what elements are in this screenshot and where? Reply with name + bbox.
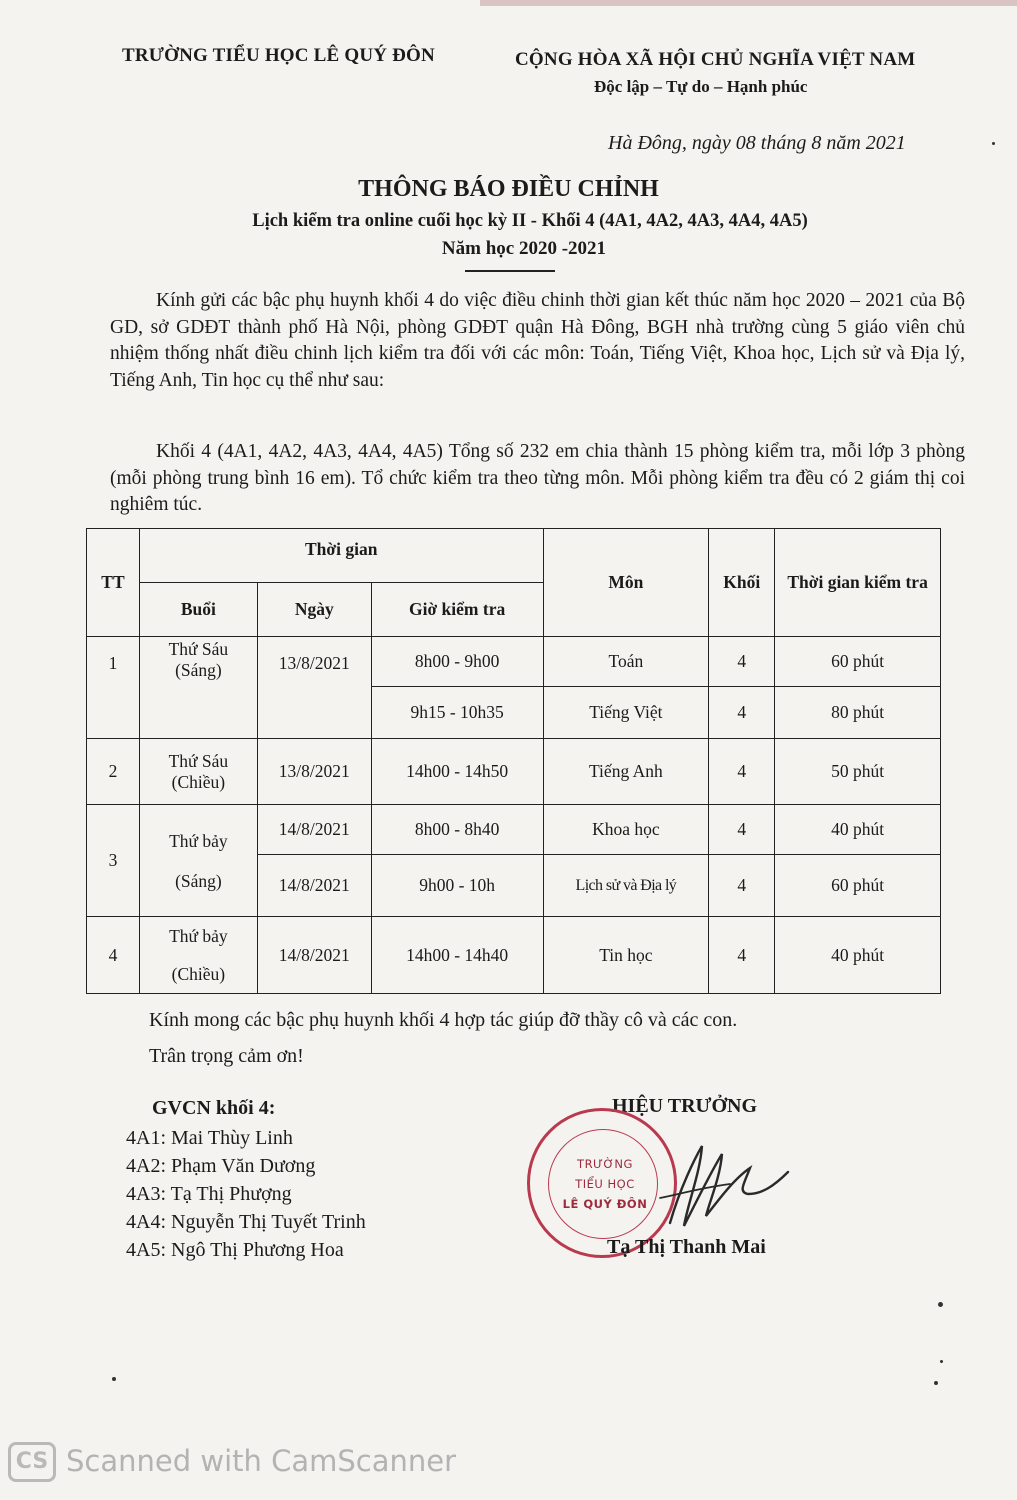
header-hours: Giờ kiểm tra — [371, 583, 543, 637]
cell-date: 14/8/2021 — [257, 917, 371, 994]
cell-grade: 4 — [709, 917, 775, 994]
cell-duration: 80 phút — [775, 687, 941, 739]
cell-grade: 4 — [709, 739, 775, 805]
cell-grade: 4 — [709, 637, 775, 687]
cell-date: 13/8/2021 — [257, 637, 371, 739]
list-item: 4A4: Nguyễn Thị Tuyết Trinh — [126, 1211, 366, 1233]
header-grade: Khối — [709, 529, 775, 637]
national-motto: Độc lập – Tự do – Hạnh phúc — [594, 77, 808, 96]
cell-hours: 9h15 - 10h35 — [371, 687, 543, 739]
nation-title: CỘNG HÒA XÃ HỘI CHỦ NGHĨA VIỆT NAM — [515, 49, 916, 70]
cell-grade: 4 — [709, 805, 775, 855]
cell-tt: 3 — [87, 805, 140, 917]
cell-subject: Khoa học — [543, 805, 709, 855]
speck — [112, 1377, 116, 1381]
header-date: Ngày — [257, 583, 371, 637]
principal-name: Tạ Thị Thanh Mai — [607, 1236, 766, 1258]
cell-date: 13/8/2021 — [257, 739, 371, 805]
speck — [934, 1381, 938, 1385]
cell-duration: 50 phút — [775, 739, 941, 805]
seal-line-3: LÊ QUÝ ĐÔN — [562, 1197, 648, 1211]
principal-role: HIỆU TRƯỞNG — [612, 1095, 758, 1117]
camscanner-logo-icon: CS — [8, 1442, 56, 1482]
cell-duration: 40 phút — [775, 805, 941, 855]
cell-session: Thứ Sáu (Sáng) — [139, 637, 257, 739]
cell-grade: 4 — [709, 855, 775, 917]
body-paragraph-2-text: Khối 4 (4A1, 4A2, 4A3, 4A4, 4A5) Tổng số 232 em chia thành 15 phòng kiểm tra, mỗi lớp 3 phòng (mỗi phòng trung bình 16 em). Tổ chức kiểm tra theo từng môn. Mỗi phòng kiểm tra đều có 2 giám thị coi nghiêm túc. — [110, 441, 965, 515]
cell-session: Thứ bảy (Sáng) — [139, 805, 257, 917]
teachers-heading: GVCN khối 4: — [152, 1097, 276, 1119]
teachers-list — [126, 1124, 366, 1264]
school-name: TRƯỜNG TIỂU HỌC LÊ QUÝ ĐÔN — [122, 45, 435, 66]
cell-subject: Toán — [543, 637, 709, 687]
body-paragraph-1 — [110, 288, 965, 394]
place-date: Hà Đông, ngày 08 tháng 8 năm 2021 — [608, 132, 906, 154]
closing-thanks: Trân trọng cảm ơn! — [149, 1045, 304, 1067]
cell-tt: 1 — [87, 637, 140, 739]
header-duration: Thời gian kiểm tra — [775, 529, 941, 637]
cell-subject: Lịch sử và Địa lý — [543, 855, 709, 917]
notice-subtitle: Lịch kiểm tra online cuối học kỳ II - Khối 4 (4A1, 4A2, 4A3, 4A4, 4A5) — [252, 211, 808, 231]
speck — [940, 1360, 943, 1363]
speck — [992, 142, 995, 145]
table-row — [87, 805, 941, 855]
cell-date: 14/8/2021 — [257, 855, 371, 917]
cell-duration: 60 phút — [775, 637, 941, 687]
header-tt: TT — [87, 529, 140, 637]
body-paragraph-2 — [110, 439, 965, 519]
cell-subject: Tin học — [543, 917, 709, 994]
cell-subject: Tiếng Việt — [543, 687, 709, 739]
table-row — [87, 739, 941, 805]
cell-hours: 14h00 - 14h50 — [371, 739, 543, 805]
header-session: Buổi — [139, 583, 257, 637]
speck — [938, 1302, 943, 1307]
cell-hours: 14h00 - 14h40 — [371, 917, 543, 994]
seal-line-2: TIỂU HỌC — [575, 1177, 635, 1191]
cell-grade: 4 — [709, 687, 775, 739]
scanner-watermark: Scanned with CamScanner — [66, 1444, 457, 1478]
cell-duration: 40 phút — [775, 917, 941, 994]
notice-title: THÔNG BÁO ĐIỀU CHỈNH — [358, 176, 659, 202]
list-item: 4A2: Phạm Văn Dương — [126, 1155, 316, 1177]
title-underline — [465, 270, 555, 272]
cell-duration: 60 phút — [775, 855, 941, 917]
cell-session: Thứ bảy (Chiều) — [139, 917, 257, 994]
body-paragraph-1-text: Kính gửi các bậc phụ huynh khối 4 do việc điều chinh thời gian kết thúc năm học 2020 – 2021 của Bộ GD, sở GDĐT thành phố Hà Nội, phòng GDĐT quận Hà Đông, BGH nhà trường cùng 5 giáo viên chủ nhiệm thống nhất điều chinh lịch kiểm tra đối với các môn: Toán, Tiếng Việt, Khoa học, Lịch sử và Địa lý, Tiếng Anh, Tin học cụ thể như sau: — [110, 290, 965, 391]
table-row — [87, 637, 941, 687]
cell-session: Thứ Sáu (Chiều) — [139, 739, 257, 805]
header-subject: Môn — [543, 529, 709, 637]
cell-subject: Tiếng Anh — [543, 739, 709, 805]
cell-date: 14/8/2021 — [257, 805, 371, 855]
cell-tt: 2 — [87, 739, 140, 805]
cell-hours: 8h00 - 8h40 — [371, 805, 543, 855]
seal-line-1: TRƯỜNG — [577, 1157, 633, 1171]
cell-tt: 4 — [87, 917, 140, 994]
cell-hours: 8h00 - 9h00 — [371, 637, 543, 687]
handwritten-signature — [640, 1128, 800, 1238]
cell-hours: 9h00 - 10h — [371, 855, 543, 917]
school-year: Năm học 2020 -2021 — [441, 238, 607, 259]
exam-schedule-table — [86, 528, 941, 994]
header-time-group: Thời gian — [139, 529, 543, 583]
closing-request: Kính mong các bậc phụ huynh khối 4 hợp tác giúp đỡ thầy cô và các con. — [149, 1009, 738, 1031]
list-item: 4A1: Mai Thùy Linh — [126, 1127, 293, 1149]
list-item: 4A5: Ngô Thị Phương Hoa — [126, 1239, 344, 1261]
top-edge-strip — [480, 0, 1017, 6]
list-item: 4A3: Tạ Thị Phượng — [126, 1183, 292, 1205]
table-row — [87, 917, 941, 994]
